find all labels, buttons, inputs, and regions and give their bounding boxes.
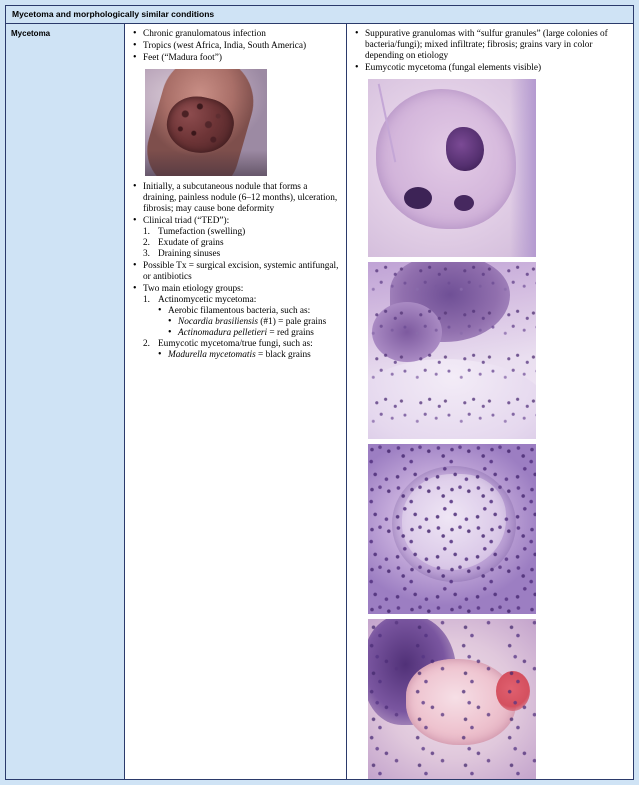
micro-bullet-list <box>355 29 627 74</box>
table-title: Mycetoma and morphologically similar conditions <box>6 6 633 24</box>
list-item <box>133 216 340 260</box>
micrograph-grain <box>446 127 484 171</box>
list-item: • Initially, a subcutaneous nodule that forms a draining, painless nodule (6–12 months), ulceration, fibrosis; may cause bone deformity <box>133 182 340 215</box>
list-item: • Feet (“Madura foot”) <box>133 53 340 64</box>
list-item: • Chronic granulomatous infection <box>133 29 340 40</box>
list-item: Draining sinuses <box>158 248 221 259</box>
organism-list <box>168 317 340 339</box>
etiology-label: Actinomycetic mycetoma: <box>158 294 257 305</box>
etiology-sub-text: Aerobic filamentous bacteria, such as: <box>168 305 311 316</box>
organism-note: = black grains <box>255 349 311 360</box>
organism-name: Madurella mycetomatis <box>168 349 256 360</box>
list-item <box>158 306 340 339</box>
clinical-bullet-list-2 <box>133 182 340 361</box>
clinical-description-cell <box>125 24 347 779</box>
list-item: • Suppurative granulomas with “sulfur granules” (large colonies of bacteria/fungi); mixed infiltrate; fibrosis; grains vary in color depending on etiology <box>355 29 627 62</box>
micrograph-4 <box>368 619 536 779</box>
organism-note: (#1) = pale grains <box>257 316 327 327</box>
list-item <box>133 284 340 361</box>
micrograph-2 <box>368 262 536 439</box>
term-cell <box>6 24 125 779</box>
clinical-photo <box>145 69 267 176</box>
micrograph-void <box>454 195 474 211</box>
organism-note: = red grains <box>267 327 314 338</box>
list-item: • Tropics (west Africa, India, South America) <box>133 41 340 52</box>
list-item: • Eumycotic mycetoma (fungal elements visible) <box>355 63 627 74</box>
list-item: Tumefaction (swelling) <box>158 226 246 237</box>
organism-list <box>158 350 340 361</box>
list-item <box>143 295 340 339</box>
micrograph-edge <box>510 79 536 257</box>
micrograph-nuclei <box>368 444 536 614</box>
content-table <box>5 5 634 780</box>
micrograph-nuclei <box>368 619 536 779</box>
organism-name: Nocardia brasiliensis <box>178 316 258 327</box>
list-item <box>168 317 340 328</box>
clinical-bullet-list <box>133 29 340 64</box>
list-item <box>168 328 340 339</box>
micrograph-void <box>404 187 432 209</box>
etiology-sub-list <box>158 306 340 339</box>
micrograph-3 <box>368 444 536 614</box>
etiology-list <box>143 295 340 361</box>
list-item: • Possible Tx = surgical excision, systemic antifungal, or antibiotics <box>133 261 340 283</box>
photo-shadow <box>145 150 267 176</box>
organism-name: Actinomadura pelletieri <box>178 327 268 338</box>
term-label: Mycetoma <box>11 29 51 39</box>
micrograph-1 <box>368 79 536 257</box>
list-item: Exudate of grains <box>158 237 224 248</box>
list-item <box>143 339 340 361</box>
triad-list <box>143 227 340 260</box>
table-body-row <box>6 24 633 779</box>
etiology-heading: Two main etiology groups: <box>143 283 244 294</box>
microscopic-description-cell <box>347 24 633 779</box>
etiology-label: Eumycotic mycetoma/true fungi, such as: <box>158 338 313 349</box>
micrograph-nuclei <box>368 262 536 439</box>
list-item <box>158 350 340 361</box>
triad-heading: Clinical triad (“TED”): <box>143 216 230 226</box>
